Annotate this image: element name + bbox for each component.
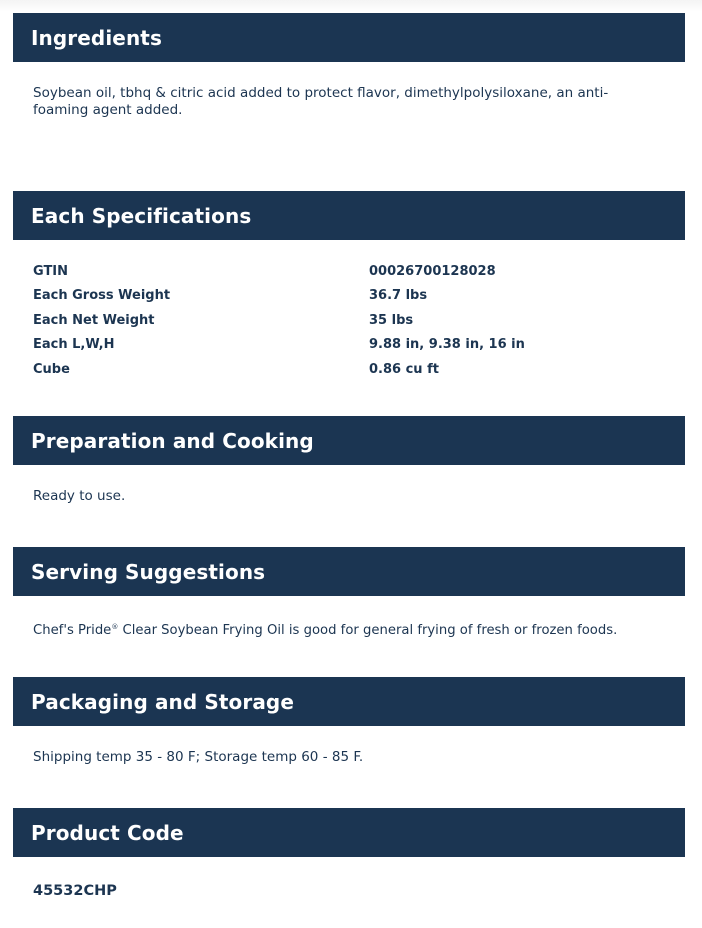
serving-title: Serving Suggestions (31, 559, 266, 584)
serving-text (33, 619, 683, 639)
packaging-text: Shipping temp 35 - 80 F; Storage temp 60 - 85 F. (33, 749, 364, 765)
spec-row-cube (33, 362, 653, 380)
preparation-title: Preparation and Cooking (31, 428, 314, 453)
spec-row-gross-weight (33, 288, 653, 306)
specifications-header (13, 191, 685, 240)
preparation-header (13, 416, 685, 465)
product-code-header (13, 808, 685, 857)
preparation-text: Ready to use. (33, 488, 126, 504)
spec-row-dimensions (33, 337, 653, 355)
spec-row-gtin (33, 264, 653, 282)
ingredients-text: Soybean oil, tbhq & citric acid added to protect flavor, dimethylpolysiloxane, an anti-foaming agent added. (33, 85, 609, 118)
spec-label: Each L,W,H (33, 337, 115, 352)
packaging-header (13, 677, 685, 726)
spec-label: GTIN (33, 264, 69, 279)
serving-text-brand: Chef's Pride (33, 623, 112, 638)
spec-label: Cube (33, 362, 70, 377)
spec-label: Each Net Weight (33, 313, 155, 328)
packaging-title: Packaging and Storage (31, 689, 295, 714)
specifications-title: Each Specifications (31, 203, 252, 228)
registered-mark: ® (111, 623, 119, 631)
top-edge-shadow (0, 0, 702, 12)
spec-value: 9.88 in, 9.38 in, 16 in (369, 337, 525, 352)
spec-value: 00026700128028 (369, 264, 496, 279)
product-code-title: Product Code (31, 820, 184, 845)
spec-value: 35 lbs (369, 313, 414, 328)
ingredients-title: Ingredients (31, 25, 162, 50)
spec-label: Each Gross Weight (33, 288, 171, 303)
serving-header (13, 547, 685, 596)
spec-value: 0.86 cu ft (369, 362, 439, 377)
ingredients-header (13, 13, 685, 62)
spec-value: 36.7 lbs (369, 288, 428, 303)
serving-text-rest: Clear Soybean Frying Oil is good for general frying of fresh or frozen foods. (118, 623, 618, 638)
spec-row-net-weight (33, 313, 653, 331)
product-code-value: 45532CHP (33, 883, 117, 899)
